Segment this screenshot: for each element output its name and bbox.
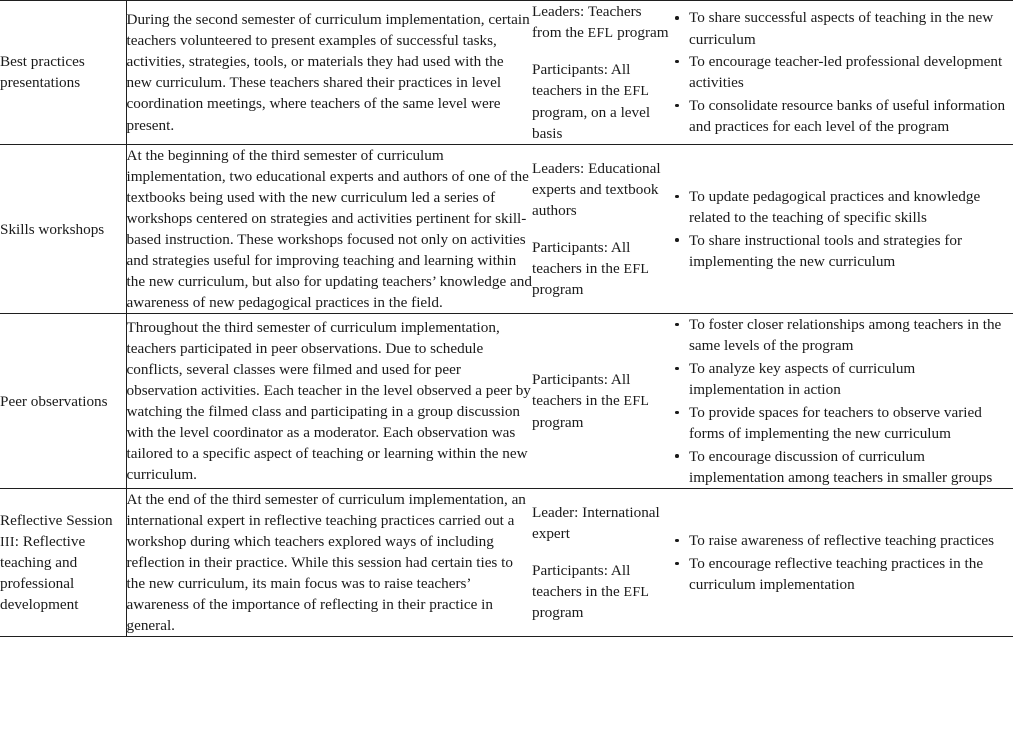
activity-people-cell xyxy=(532,1,672,145)
activity-people-cell xyxy=(532,489,672,637)
list-item xyxy=(672,553,1013,595)
people-label: Leaders: xyxy=(532,3,585,20)
people-value: All teachers in the xyxy=(532,562,631,601)
bullet-icon xyxy=(675,367,679,371)
activity-description: Throughout the third semester of curriculum implementation, teachers participated in peer observations. Due to schedule conflicts, several classes were filmed and used for peer observation activities. Each teacher in the level observed a peer by watching the filmed class and participating in a group discussion with the level coordinator as a moderator. Each observation was tailored to a specific aspect of teaching or learning within the new curriculum. xyxy=(126,318,531,484)
table-row xyxy=(0,489,1013,637)
objectives-list xyxy=(672,314,1013,488)
objective-text: To share successful aspects of teaching in the new curriculum xyxy=(689,9,994,48)
people-leaders xyxy=(532,1,672,43)
table-row xyxy=(0,1,1013,145)
activity-description: At the end of the third semester of curriculum implementation, an international expert in reflective teaching practices carried out a workshop during which teachers explored ways of including reflection in their practice. While this session had certain ties to the new curriculum, its main focus was to raise teachers’ awareness of the importance of reflecting in their practice in general. xyxy=(126,491,526,635)
activity-description-cell xyxy=(126,144,532,313)
activity-name-cell xyxy=(0,314,126,489)
people-tail: program xyxy=(532,281,584,299)
bullet-icon xyxy=(675,60,679,64)
bullet-icon xyxy=(675,454,679,458)
people-value: All teachers in the xyxy=(532,61,631,100)
people-label: Leaders: xyxy=(532,159,585,177)
activity-objectives-cell xyxy=(672,314,1013,489)
people-label: Participants: xyxy=(532,562,608,579)
activity-people-cell xyxy=(532,314,672,489)
list-item xyxy=(672,446,1013,488)
people-label: Participants: xyxy=(532,371,608,389)
people-value: International expert xyxy=(532,503,660,542)
activity-description: During the second semester of curriculum implementation, certain teachers volunteered to present examples of successful tasks, activities, strategies, tools, or materials they had used with the new curriculum. These teachers shared their practices in level coordination meetings, where teachers of the same level were present. xyxy=(126,11,530,134)
people-tail: program xyxy=(532,413,584,431)
people-participants xyxy=(532,560,672,623)
activity-name-cell xyxy=(0,1,126,145)
objective-text: To update pedagogical practices and knowledge related to the teaching of specific skills xyxy=(689,188,981,227)
activity-name-numeral: III xyxy=(0,534,15,550)
people-label: Participants: xyxy=(532,238,608,256)
bullet-icon xyxy=(675,16,679,20)
people-leaders xyxy=(532,158,672,221)
objective-text: To encourage discussion of curriculum implementation among teachers in smaller groups xyxy=(689,447,993,486)
people-value: All teachers in the xyxy=(532,371,631,410)
people-leader xyxy=(532,502,672,544)
activity-name: Best practices presentations xyxy=(0,53,85,92)
list-item xyxy=(672,7,1013,49)
table-body xyxy=(0,1,1013,637)
people-acronym: EFL xyxy=(623,585,650,601)
people-acronym: EFL xyxy=(623,261,650,277)
people-acronym: EFL xyxy=(623,394,650,410)
activity-description: At the beginning of the third semester of curriculum implementation, two educational experts and authors of one of the textbooks being used with the new curriculum led a series of workshops centered on strategies and activities pertinent for skill-based instruction. These workshops focused not only on activities and strategies useful for improving teaching and learning within the new curriculum, but also for updating teachers’ knowledge and awareness of new pedagogical practices in the field. xyxy=(126,146,532,312)
list-item xyxy=(672,314,1013,356)
people-tail: program xyxy=(617,24,669,42)
list-item xyxy=(672,230,1013,272)
people-participants xyxy=(532,59,672,144)
activity-description-cell xyxy=(126,314,532,489)
bullet-icon xyxy=(675,539,679,543)
people-participants xyxy=(532,237,672,300)
objective-text: To raise awareness of reflective teaching practices xyxy=(689,532,995,550)
bullet-icon xyxy=(675,104,679,108)
list-item xyxy=(672,402,1013,444)
people-value: All teachers in the xyxy=(532,238,631,277)
objective-text: To analyze key aspects of curriculum implementation in action xyxy=(689,360,916,399)
activity-name: Peer observations xyxy=(0,392,108,410)
activity-objectives-cell xyxy=(672,1,1013,145)
objective-text: To share instructional tools and strategies for implementing the new curriculum xyxy=(689,231,963,270)
objective-text: To encourage teacher-led professional development activities xyxy=(689,53,1003,92)
activity-name: Skills workshops xyxy=(0,220,105,238)
objectives-list xyxy=(672,186,1013,272)
list-item xyxy=(672,358,1013,400)
activity-name-pre: Reflective Session xyxy=(0,511,113,529)
people-value: Educational experts and textbook authors xyxy=(532,159,661,219)
activity-description-cell xyxy=(126,489,532,637)
people-value: Teachers from the xyxy=(532,3,642,42)
activity-objectives-cell xyxy=(672,144,1013,313)
objective-text: To foster closer relationships among teachers in the same levels of the program xyxy=(689,316,1002,355)
activity-name xyxy=(0,510,126,616)
list-item xyxy=(672,186,1013,228)
activity-people-cell xyxy=(532,144,672,313)
activity-name-cell xyxy=(0,144,126,313)
bullet-icon xyxy=(675,238,679,242)
people-acronym: EFL xyxy=(623,84,650,100)
objectives-list xyxy=(672,530,1013,595)
list-item xyxy=(672,95,1013,137)
list-item xyxy=(672,51,1013,93)
people-tail: program, on a level basis xyxy=(532,103,651,142)
people-tail: program xyxy=(532,604,584,622)
people-label: Leader: xyxy=(532,503,579,521)
bullet-icon xyxy=(675,323,679,327)
table-row xyxy=(0,314,1013,489)
activity-description-cell xyxy=(126,1,532,145)
list-item xyxy=(672,530,1013,551)
objective-text: To provide spaces for teachers to observe varied forms of implementing the new curriculum xyxy=(689,404,982,443)
activity-objectives-cell xyxy=(672,489,1013,637)
bullet-icon xyxy=(675,562,679,566)
people-acronym: EFL xyxy=(587,26,614,42)
people-label: Participants: xyxy=(532,61,608,79)
table-row xyxy=(0,144,1013,313)
objective-text: To encourage reflective teaching practices in the curriculum implementation xyxy=(689,555,984,594)
bullet-icon xyxy=(675,195,679,199)
objective-text: To consolidate resource banks of useful information and practices for each level of the program xyxy=(689,97,1006,136)
activity-name-post: : Reflective teaching and professional development xyxy=(0,532,86,614)
bullet-icon xyxy=(675,411,679,415)
people-participants xyxy=(532,369,672,432)
activity-name-cell xyxy=(0,489,126,637)
objectives-list xyxy=(672,7,1013,137)
